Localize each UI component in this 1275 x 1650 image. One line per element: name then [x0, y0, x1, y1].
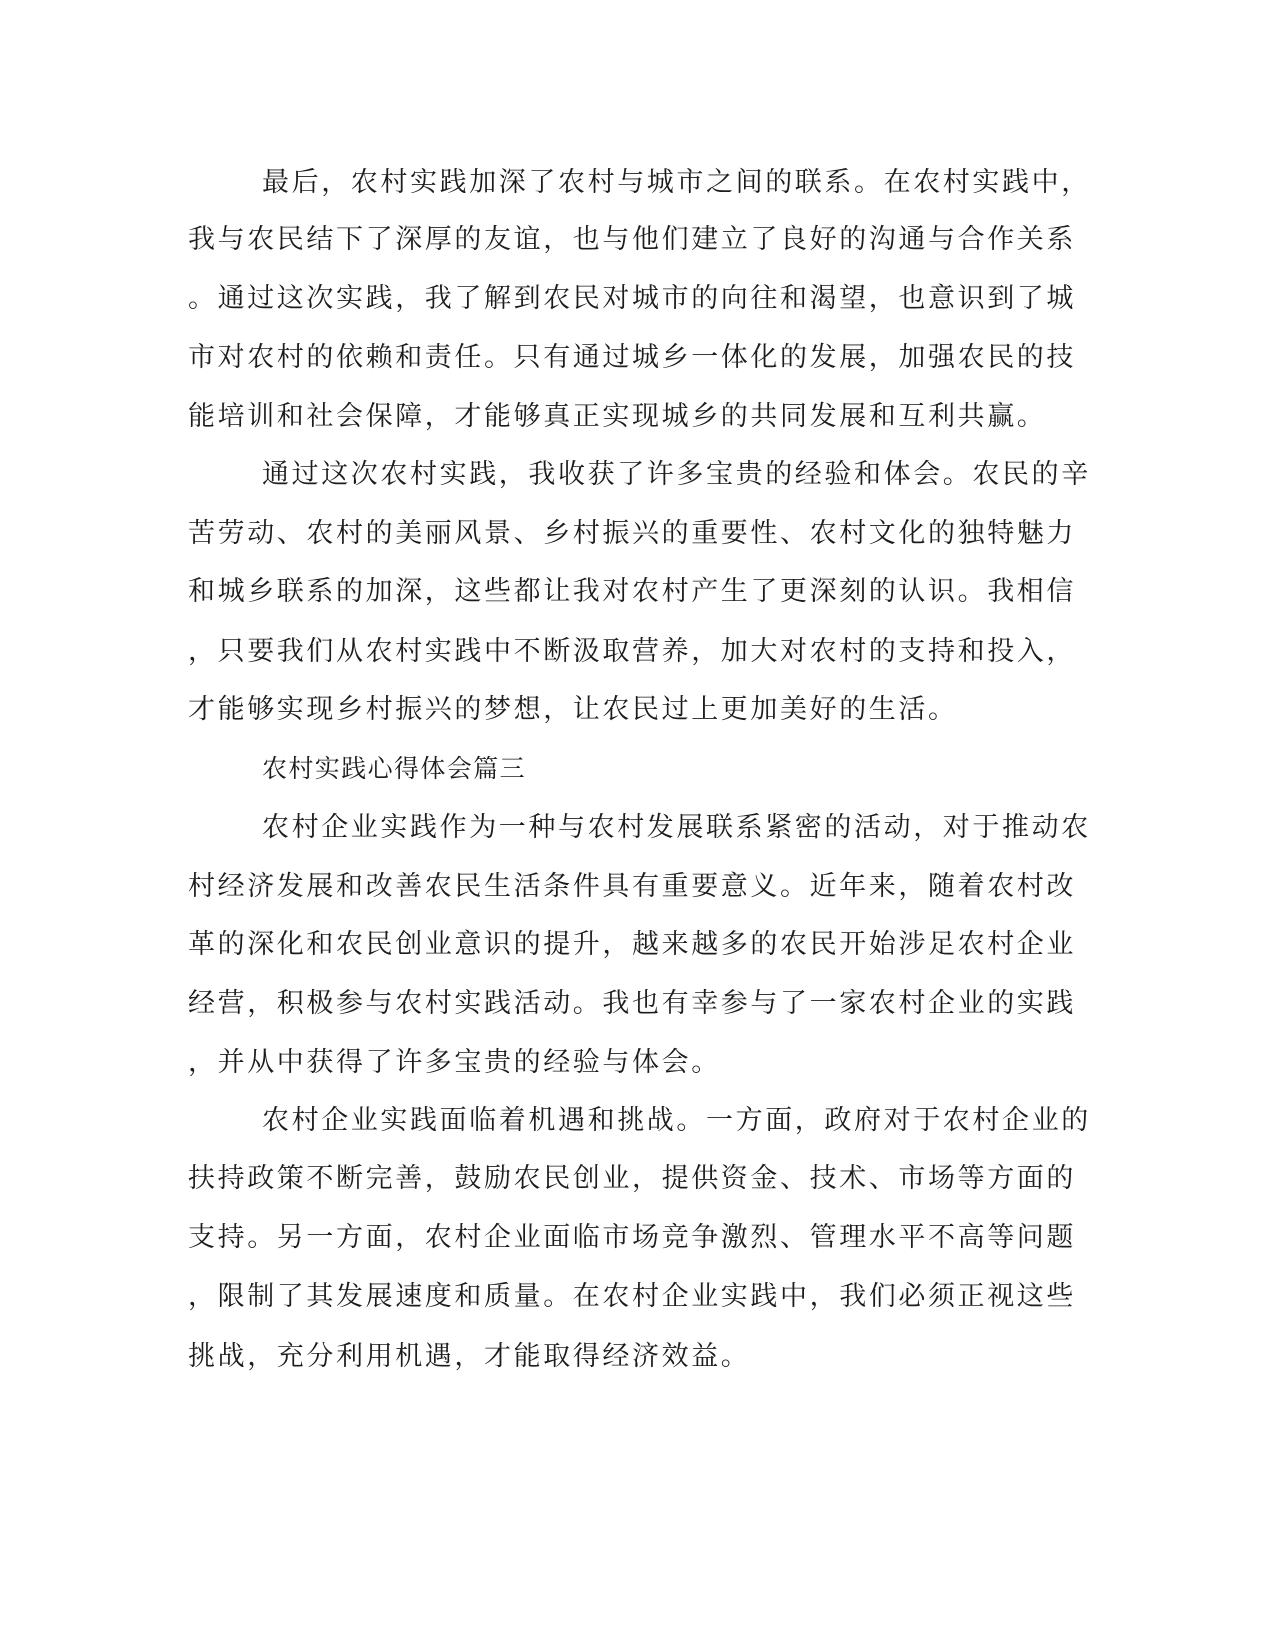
paragraph-line: 农村企业实践面临着机遇和挑战。一方面，政府对于农村企业的 [262, 1105, 1091, 1136]
paragraph-line: 通过这次农村实践，我收获了许多宝贵的经验和体会。农民的辛 [262, 459, 1091, 490]
paragraph-line: 和城乡联系的加深，这些都让我对农村产生了更深刻的认识。我相信 [188, 576, 1076, 607]
paragraph-line: 我与农民结下了深厚的友谊，也与他们建立了良好的沟通与合作关系 [188, 224, 1076, 255]
paragraph-line: 挑战，充分利用机遇，才能取得经济效益。 [188, 1341, 751, 1372]
paragraph-line: 市对农村的依赖和责任。只有通过城乡一体化的发展，加强农民的技 [188, 342, 1076, 373]
paragraph-line: 最后，农村实践加深了农村与城市之间的联系。在农村实践中， [262, 167, 1091, 198]
paragraph-line: 农村企业实践作为一种与农村发展联系紧密的活动，对于推动农 [262, 812, 1091, 843]
paragraph-line: 扶持政策不断完善，鼓励农民创业，提供资金、技术、市场等方面的 [188, 1163, 1076, 1194]
paragraph-line: 苦劳动、农村的美丽风景、乡村振兴的重要性、农村文化的独特魅力 [188, 518, 1076, 549]
paragraph-line: 革的深化和农民创业意识的提升，越来越多的农民开始涉足农村企业 [188, 929, 1076, 960]
paragraph-line: 。通过这次实践，我了解到农民对城市的向往和渴望，也意识到了城 [188, 283, 1076, 314]
paragraph-line: ，限制了其发展速度和质量。在农村企业实践中，我们必须正视这些 [188, 1281, 1076, 1312]
paragraph-line: 支持。另一方面，农村企业面临市场竞争激烈、管理水平不高等问题 [188, 1222, 1076, 1253]
paragraph-line: 经营，积极参与农村实践活动。我也有幸参与了一家农村企业的实践 [188, 988, 1076, 1019]
paragraph-line: 能培训和社会保障，才能够真正实现城乡的共同发展和互利共赢。 [188, 401, 1047, 432]
paragraph-line: 村经济发展和改善农民生活条件具有重要意义。近年来，随着农村改 [188, 871, 1076, 902]
paragraph-line: ，并从中获得了许多宝贵的经验与体会。 [188, 1047, 721, 1078]
paragraph-line: ，只要我们从农村实践中不断汲取营养，加大对农村的支持和投入， [188, 636, 1076, 667]
paragraph-line: 才能够实现乡村振兴的梦想，让农民过上更加美好的生活。 [188, 694, 958, 725]
section-heading: 农村实践心得体会篇三 [262, 754, 527, 783]
